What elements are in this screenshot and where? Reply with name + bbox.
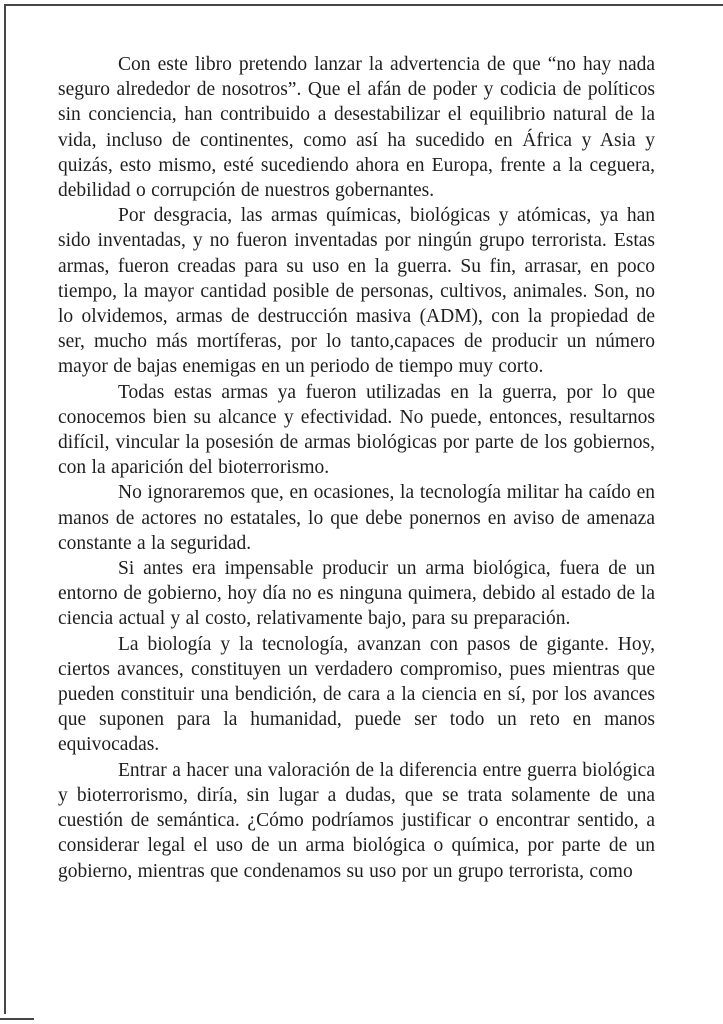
scan-edge-left-line (4, 4, 6, 1014)
page-text-block (58, 52, 655, 884)
scan-edge-top-line (4, 4, 723, 6)
paragraph: Con este libro pretendo lanzar la advertencia de que “no hay nada seguro alrededor de nosotros”. Que el afán de poder y codicia de políticos sin conciencia, han contribuido a desestabilizar el equilibrio natural de la vida, incluso de continentes, como así ha sucedido en África y Asia y quizás, esto mismo, esté sucediendo ahora en Europa, frente a la ceguera, debilidad o corrupción de nuestros gobernantes. (58, 54, 655, 202)
paragraph: Todas estas armas ya fueron utilizadas en la guerra, por lo que conocemos bien su alcance y efectividad. No puede, entonces, resultarnos difícil, vincular la posesión de armas biológicas por parte de los gobiernos, con la aparición del bioterrorismo. (58, 381, 655, 479)
scan-edge-bottom-left-line (0, 1018, 34, 1020)
paragraph: No ignoraremos que, en ocasiones, la tecnología militar ha caído en manos de actores no estatales, lo que debe ponernos en aviso de amenaza constante a la seguridad. (58, 482, 655, 554)
paragraph: Entrar a hacer una valoración de la diferencia entre guerra biológica y bioterrorismo, diría, sin lugar a dudas, que se trata solamente de una cuestión de semántica. ¿Cómo podríamos justificar o encontrar sentido, a considerar legal el uso de un arma biológica o química, por parte de un gobierno, mientras que condenamos su uso por un grupo terrorista, como (58, 759, 655, 882)
paragraph: Si antes era impensable producir un arma biológica, fuera de un entorno de gobierno, hoy día no es ninguna quimera, debido al estado de la ciencia actual y al costo, relativamente bajo, para su preparación. (58, 558, 655, 630)
paragraph: Por desgracia, las armas químicas, biológicas y atómicas, ya han sido inventadas, y no fueron inventadas por ningún grupo terrorista. Estas armas, fueron creadas para su uso en la guerra. Su fin, arrasar, en poco tiempo, la mayor cantidad posible de personas, cultivos, animales. Son, no lo olvidemos, armas de destrucción masiva (ADM), con la propiedad de ser, mucho más mortíferas, por lo tanto,capaces de producir un número mayor de bajas enemigas en un periodo de tiempo muy corto. (58, 205, 655, 378)
paragraph: La biología y la tecnología, avanzan con pasos de gigante. Hoy, ciertos avances, constituyen un verdadero compromiso, pues mientras que pueden constituir una bendición, de cara a la ciencia en sí, por los avances que suponen para la humanidad, puede ser todo un reto en manos equivocadas. (58, 633, 655, 756)
